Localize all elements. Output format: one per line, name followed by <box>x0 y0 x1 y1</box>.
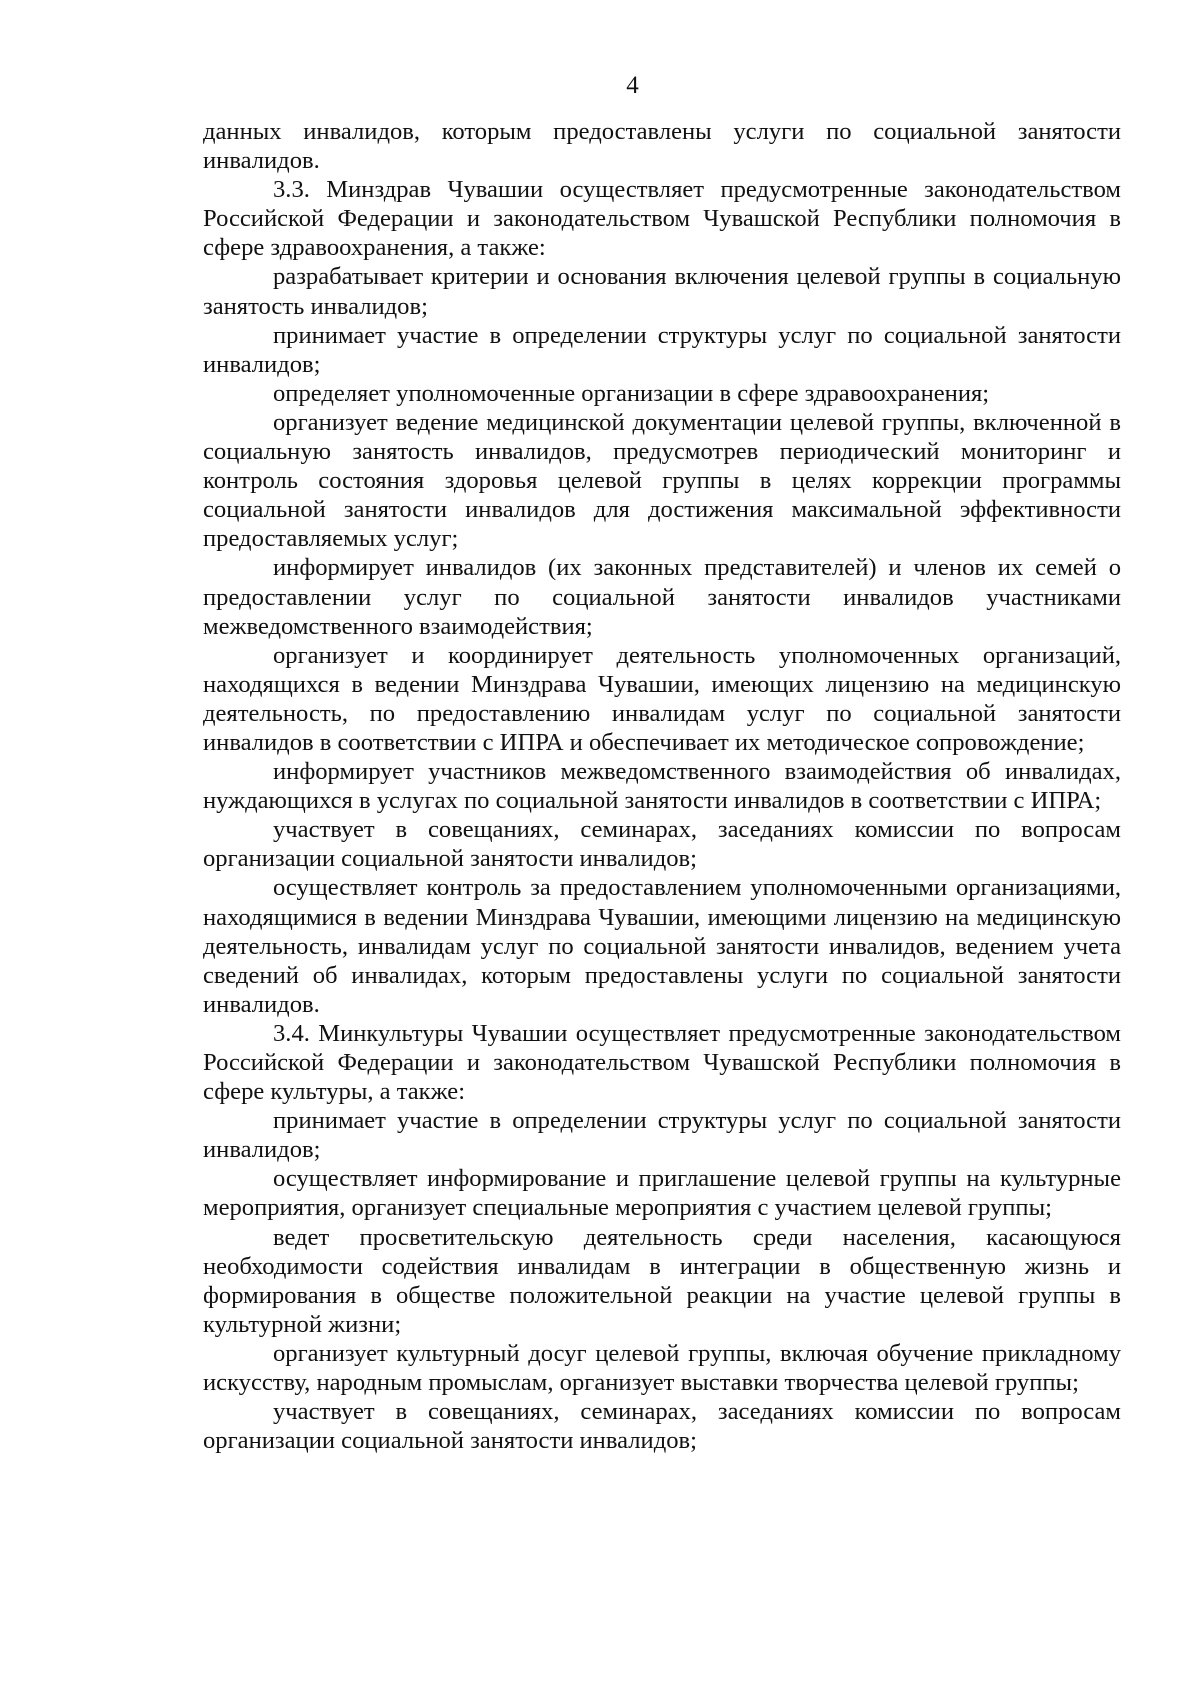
paragraph-item: осуществляет контроль за предоставлением уполномоченными организациями, находящимися в ведении Минздрава Чувашии, имеющими лицензию на медицинскую деятельность, инвалидам услуг по социальной занятости инвалидов, ведением учета сведений об инвалидах, которым предоставлены услуги по социальной занятости инвалидов. <box>203 874 1121 1018</box>
paragraph-item: разрабатывает критерии и основания включения целевой группы в социальную занятость инвалидов; <box>203 263 1121 320</box>
paragraph-item: организует и координирует деятельность уполномоченных организаций, находящихся в ведении Минздрава Чувашии, имеющих лицензию на медицинскую деятельность, по предоставлению инвалидам услуг по социальной занятости инвалидов в соответствии с ИПРА и обеспечивает их методическое сопровождение; <box>203 641 1121 756</box>
page-number: 4 <box>626 72 639 99</box>
paragraph-item: принимает участие в определении структуры услуг по социальной занятости инвалидов; <box>203 1107 1121 1164</box>
paragraph-item: организует культурный досуг целевой группы, включая обучение прикладному искусству, народным промыслам, организует выставки творчества целевой группы; <box>203 1339 1121 1397</box>
paragraph-section-3-4: 3.4. Минкультуры Чувашии осуществляет предусмотренные законодательством Российской Федерации и законодательством Чувашской Республики полномочия в сфере культуры, а также: <box>203 1019 1121 1106</box>
paragraph-item: участвует в совещаниях, семинарах, заседаниях комиссии по вопросам организации социальной занятости инвалидов; <box>203 1398 1121 1455</box>
paragraph-item: принимает участие в определении структуры услуг по социальной занятости инвалидов; <box>203 321 1121 378</box>
paragraph-item: информирует инвалидов (их законных представителей) и членов их семей о предоставлении услуг по социальной занятости инвалидов участниками межведомственного взаимодействия; <box>203 554 1121 640</box>
paragraph-item: информирует участников межведомственного взаимодействия об инвалидах, нуждающихся в услугах по социальной занятости инвалидов в соответствии с ИПРА; <box>203 758 1121 815</box>
paragraph-item: осуществляет информирование и приглашение целевой группы на культурные мероприятия, организует специальные мероприятия с участием целевой группы; <box>203 1165 1121 1222</box>
paragraph-item: ведет просветительскую деятельность среди населения, касающуюся необходимости содействия инвалидам в интеграции в общественную жизнь и формирования в обществе положительной реакции на участие целевой группы в культурной жизни; <box>203 1223 1121 1338</box>
paragraph-continuation: данных инвалидов, которым предоставлены услуги по социальной занятости инвалидов. <box>203 118 1121 175</box>
paragraph-item: организует ведение медицинской документации целевой группы, включенной в социальную занятость инвалидов, предусмотрев периодический мониторинг и контроль состояния здоровья целевой группы в целях коррекции программы социальной занятости инвалидов для достижения максимальной эффективности предоставляемых услуг; <box>203 408 1121 553</box>
document-body <box>203 117 1121 1455</box>
paragraph-item: участвует в совещаниях, семинарах, заседаниях комиссии по вопросам организации социальной занятости инвалидов; <box>203 816 1121 873</box>
paragraph-section-3-3: 3.3. Минздрав Чувашии осуществляет предусмотренные законодательством Российской Федерации и законодательством Чувашской Республики полномочия в сфере здравоохранения, а также: <box>203 176 1121 262</box>
paragraph-item: определяет уполномоченные организации в сфере здравоохранения; <box>273 379 990 407</box>
